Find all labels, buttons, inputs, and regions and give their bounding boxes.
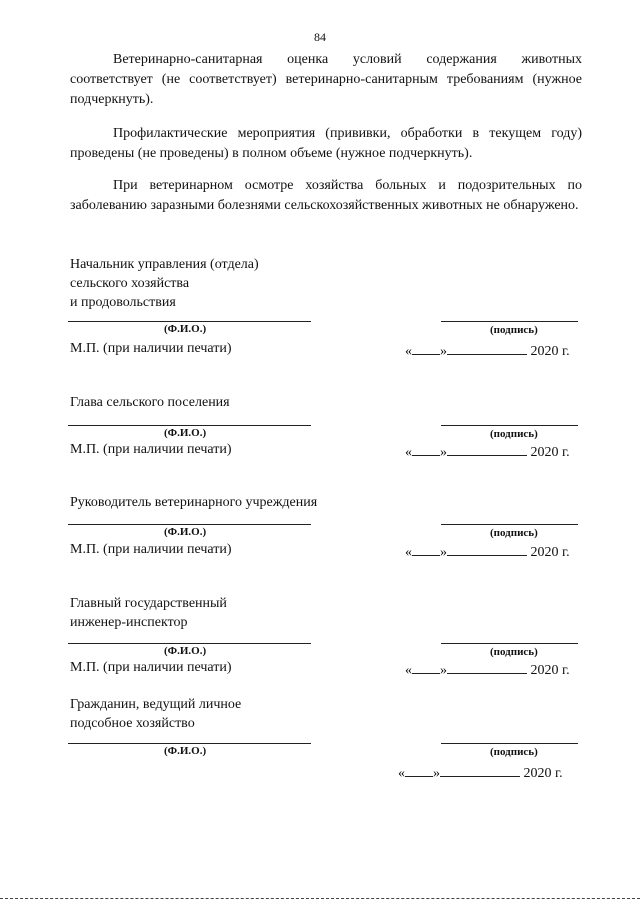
date-year: 2020 г.: [530, 663, 570, 678]
signature-caption: (подпись): [490, 428, 538, 440]
signature-caption: (подпись): [490, 646, 538, 658]
paragraph-inspection-result: При ветеринарном осмотре хозяйства больных и подозрительных по заболеванию заразными болезнями сельскохозяйственных животных не обнаружено.: [70, 178, 582, 213]
paragraph-preventive-measures: Профилактические мероприятия (прививки, обработки в текущем году) проведены (не проведены) в полном объеме (нужное подчеркнуть).: [70, 126, 582, 161]
month-blank[interactable]: [447, 659, 527, 674]
seal-note: М.П. (при наличии печати): [70, 341, 232, 356]
fio-line[interactable]: [68, 643, 311, 644]
month-blank[interactable]: [447, 441, 527, 456]
date-field: [405, 659, 570, 680]
page-bottom-edge: [0, 898, 640, 899]
date-quote-open: «: [405, 545, 412, 560]
date-year: 2020 г.: [530, 344, 570, 359]
seal-note: М.П. (при наличии печати): [70, 660, 232, 675]
signature-caption: (подпись): [490, 746, 538, 758]
date-quote-open: «: [405, 344, 412, 359]
role-line: инженер-инспектор: [70, 615, 188, 630]
day-blank[interactable]: [412, 441, 440, 456]
date-field: [405, 541, 570, 562]
fio-caption: (Ф.И.О.): [164, 427, 207, 439]
role-line: Главный государственный: [70, 596, 227, 611]
date-field: [405, 441, 570, 462]
fio-caption: (Ф.И.О.): [164, 745, 207, 757]
date-field: [398, 762, 563, 783]
seal-note: М.П. (при наличии печати): [70, 542, 232, 557]
signature-line[interactable]: [441, 321, 578, 322]
date-year: 2020 г.: [523, 766, 563, 781]
role-head-of-agriculture-department: [70, 255, 259, 312]
signature-line[interactable]: [441, 743, 578, 744]
signature-caption: (подпись): [490, 527, 538, 539]
date-year: 2020 г.: [530, 545, 570, 560]
fio-caption: (Ф.И.О.): [164, 645, 207, 657]
fio-caption: (Ф.И.О.): [164, 323, 207, 335]
role-line: Начальник управления (отдела): [70, 257, 259, 272]
day-blank[interactable]: [412, 541, 440, 556]
page-number: 84: [314, 30, 326, 44]
date-quote-open: «: [405, 663, 412, 678]
date-quote-open: «: [398, 766, 405, 781]
signature-line[interactable]: [441, 425, 578, 426]
day-blank[interactable]: [412, 659, 440, 674]
paragraph-sanitary-assessment: Ветеринарно-санитарная оценка условий содержания животных соответствует (не соответствует) ветеринарно-санитарным требованиям (нужное подчеркнуть).: [70, 52, 582, 107]
date-quote-close: »: [433, 766, 440, 781]
fio-line[interactable]: [68, 425, 311, 426]
role-head-of-veterinary-institution: [70, 493, 317, 512]
role-citizen-farm-owner: [70, 695, 241, 733]
signature-line[interactable]: [441, 643, 578, 644]
signature-caption: (подпись): [490, 324, 538, 336]
fio-line[interactable]: [68, 524, 311, 525]
fio-line[interactable]: [68, 321, 311, 322]
role-line: Руководитель ветеринарного учреждения: [70, 495, 318, 510]
seal-note: М.П. (при наличии печати): [70, 442, 232, 457]
date-field: [405, 340, 570, 361]
role-chief-state-engineer-inspector: [70, 594, 227, 632]
date-quote-close: »: [440, 344, 447, 359]
day-blank[interactable]: [405, 762, 433, 777]
day-blank[interactable]: [412, 340, 440, 355]
signature-line[interactable]: [441, 524, 578, 525]
date-quote-open: «: [405, 445, 412, 460]
date-year: 2020 г.: [530, 445, 570, 460]
month-blank[interactable]: [447, 340, 527, 355]
fio-caption: (Ф.И.О.): [164, 526, 207, 538]
month-blank[interactable]: [447, 541, 527, 556]
role-line: подсобное хозяйство: [70, 716, 195, 731]
month-blank[interactable]: [440, 762, 520, 777]
date-quote-close: »: [440, 545, 447, 560]
role-line: и продовольствия: [70, 295, 176, 310]
date-quote-close: »: [440, 445, 447, 460]
date-quote-close: »: [440, 663, 447, 678]
role-line: сельского хозяйства: [70, 276, 190, 291]
role-head-of-rural-settlement: [70, 393, 230, 412]
role-line: Глава сельского поселения: [70, 395, 230, 410]
fio-line[interactable]: [68, 743, 311, 744]
role-line: Гражданин, ведущий личное: [70, 697, 242, 712]
